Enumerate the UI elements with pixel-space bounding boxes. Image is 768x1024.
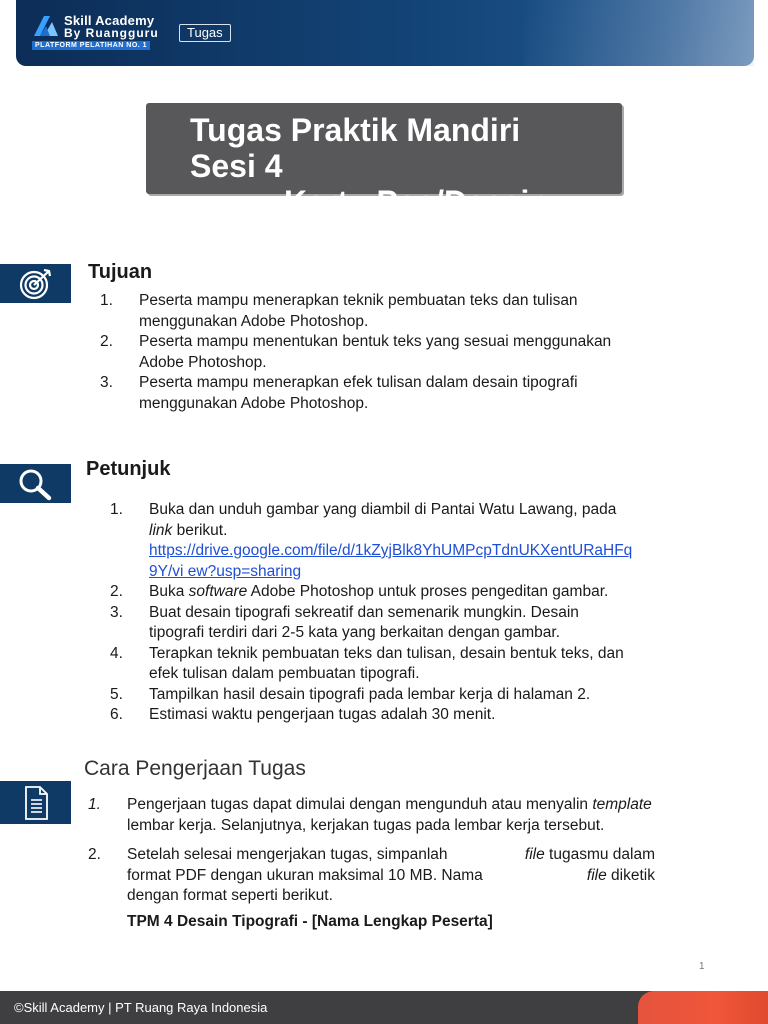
title-line-3: Kartu Pos/Desain Tipografi	[284, 184, 549, 257]
item-text-emphasis: file	[586, 866, 607, 884]
petunjuk-section-marker	[0, 464, 71, 503]
item-text: efek tulisan dalam pembuatan tipografi.	[149, 665, 420, 682]
list-item	[100, 373, 700, 414]
item-text: lembar kerja. Selanjutnya, kerjakan tugas pada lembar kerja tersebut.	[127, 816, 605, 834]
petunjuk-heading: Petunjuk	[86, 458, 171, 480]
item-number: 6.	[110, 706, 123, 723]
cara-heading: Cara Pengerjaan Tugas	[84, 757, 306, 780]
item-number: 2.	[110, 583, 123, 600]
item-number: 2.	[88, 846, 101, 863]
item-text: Buka dan unduh gambar yang diambil di Pantai Watu Lawang, pada	[149, 501, 617, 518]
item-text-emphasis: link	[149, 521, 173, 539]
drive-link-continued[interactable]: 9Y/vi ew?usp=sharing	[149, 562, 302, 580]
document-icon	[21, 785, 51, 821]
footer-separator: |	[104, 1000, 116, 1015]
footer-company: PT Ruang Raya Indonesia	[115, 1000, 268, 1015]
item-text: Peserta mampu menerapkan teknik pembuatan teks dan tulisan	[139, 292, 578, 309]
item-text: Terapkan teknik pembuatan teks dan tulisan, desain bentuk teks, dan	[149, 644, 624, 662]
item-number: 3.	[110, 603, 123, 621]
file-name-format: TPM 4 Desain Tipografi - [Nama Lengkap Peserta]	[127, 913, 493, 930]
search-icon	[16, 467, 56, 501]
item-text-emphasis: file	[524, 846, 545, 863]
list-item	[110, 500, 710, 582]
title-box	[146, 103, 622, 257]
item-text: menggunakan Adobe Photoshop.	[139, 394, 369, 412]
skill-academy-logo-icon	[32, 14, 62, 38]
tujuan-list	[100, 291, 700, 414]
item-number: 2.	[100, 333, 113, 350]
item-text: Adobe Photoshop untuk proses pengeditan gambar.	[247, 583, 609, 600]
item-text: format PDF dengan ukuran maksimal 10 MB. Nama	[127, 866, 483, 884]
footer-accent-shape	[638, 991, 768, 1024]
brand-tagline: PLATFORM PELATIHAN NO. 1	[32, 41, 150, 50]
item-text: Peserta mampu menerapkan efek tulisan dalam desain tipografi	[139, 374, 578, 391]
item-number: 3.	[100, 374, 113, 391]
item-number: 1.	[88, 796, 101, 813]
header-background-art	[524, 0, 754, 66]
page-number: 1	[699, 961, 705, 972]
item-text: Tampilkan hasil desain tipografi pada lembar kerja di halaman 2.	[149, 685, 591, 703]
item-text: berikut.	[172, 521, 228, 539]
item-text: diketik	[606, 866, 655, 884]
item-number: 1.	[110, 501, 123, 518]
tujuan-section-marker	[0, 264, 71, 303]
item-text: tipografi terdiri dari 2-5 kata yang berkaitan dengan gambar.	[149, 624, 560, 641]
item-text: Adobe Photoshop.	[139, 353, 267, 371]
list-item	[110, 644, 710, 685]
list-item	[110, 685, 710, 706]
item-text: Buka	[149, 583, 189, 600]
list-item	[88, 845, 708, 907]
drive-link[interactable]: https://drive.google.com/file/d/1kZyjBlk8YhUMPcpTdnUKXentURaHFq	[149, 542, 633, 559]
item-text: Estimasi waktu pengerjaan tugas adalah 30 menit.	[149, 706, 496, 723]
item-text: dengan format seperti berikut.	[127, 887, 333, 904]
list-item	[100, 291, 700, 332]
list-item	[88, 795, 708, 836]
list-item	[100, 332, 700, 373]
header-banner	[16, 0, 754, 66]
item-text: Peserta mampu menentukan bentuk teks yang sesuai menggunakan	[139, 333, 612, 350]
list-item	[110, 705, 710, 726]
item-text: Pengerjaan tugas dapat dimulai dengan mengunduh atau menyalin	[127, 796, 593, 813]
petunjuk-list	[110, 500, 710, 726]
tujuan-heading: Tujuan	[88, 261, 153, 283]
item-text: Buat desain tipografi sekreatif dan semenarik mungkin. Desain	[149, 603, 579, 621]
item-number: 5.	[110, 685, 123, 703]
item-number: 1.	[100, 292, 113, 309]
item-text-emphasis: template	[592, 796, 652, 813]
item-text: tugasmu dalam	[544, 846, 655, 863]
list-item	[110, 582, 710, 603]
brand-name: Skill Academy	[64, 13, 155, 28]
tugas-tab[interactable]: Tugas	[179, 24, 231, 42]
item-text: Setelah selesai mengerjakan tugas, simpanlah	[127, 846, 448, 863]
title-line-1: Tugas Praktik Mandiri	[190, 112, 521, 148]
title-line-2: Sesi 4	[190, 148, 283, 184]
item-number: 4.	[110, 644, 123, 662]
footer-copyright: ©Skill Academy	[14, 1000, 105, 1015]
cara-list	[88, 795, 708, 907]
target-icon	[16, 267, 56, 301]
list-item	[110, 603, 710, 644]
brand-subtitle: By Ruangguru	[64, 26, 159, 40]
cara-section-marker	[0, 781, 71, 824]
item-text: menggunakan Adobe Photoshop.	[139, 312, 369, 330]
item-text-emphasis: software	[188, 583, 248, 600]
